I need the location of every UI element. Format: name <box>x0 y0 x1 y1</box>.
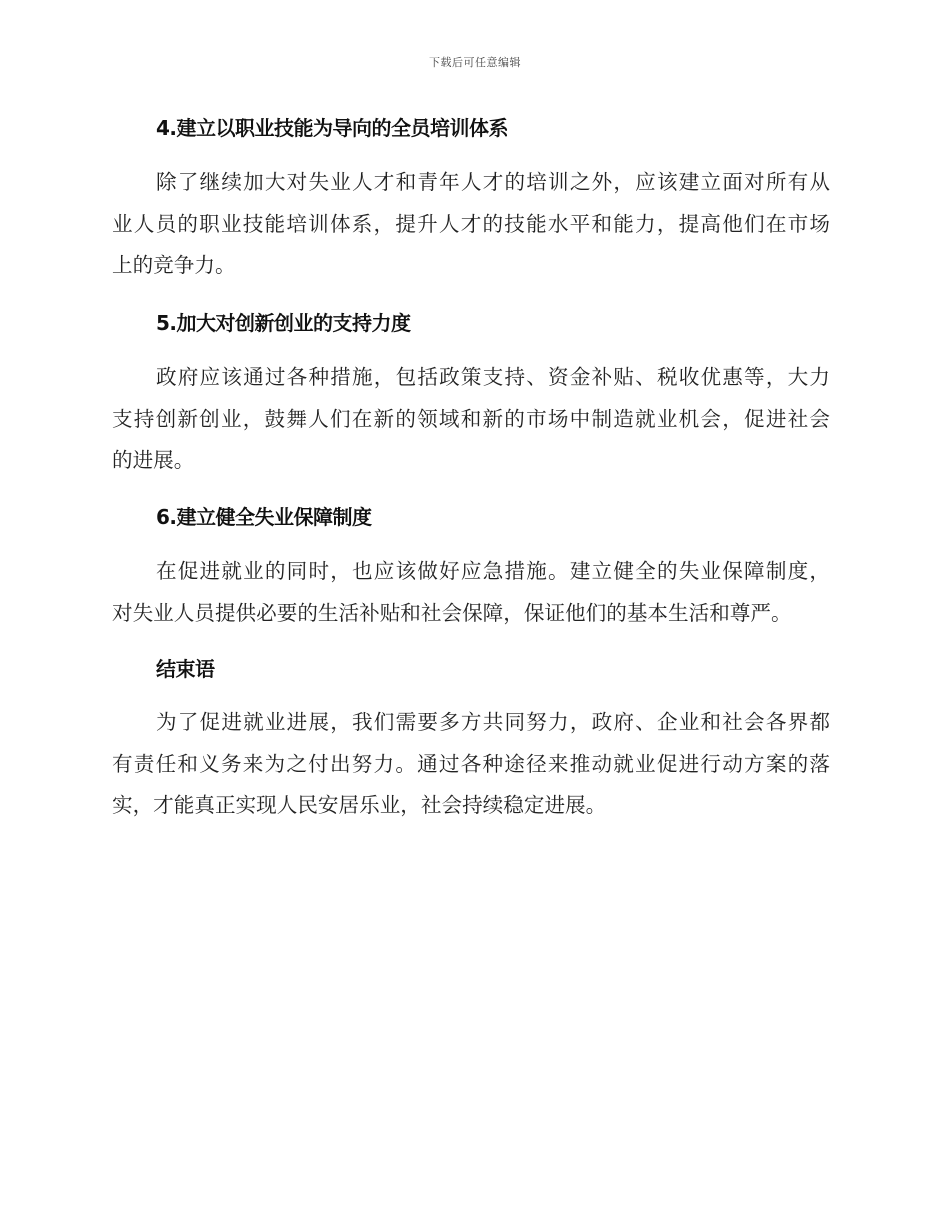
section-heading-6: 6.建立健全失业保障制度 <box>156 505 372 529</box>
paragraph-line: 的进展。 <box>112 448 195 472</box>
conclusion-heading: 结束语 <box>156 657 215 681</box>
paragraph-line: 政府应该通过各种措施，包括政策支持、资金补贴、税收优惠等，大力 <box>156 365 830 389</box>
page-header-note: 下载后可任意编辑 <box>429 56 521 69</box>
paragraph-line: 在促进就业的同时，也应该做好应急措施。建立健全的失业保障制度， <box>156 559 830 583</box>
paragraph-line: 为了促进就业进展，我们需要多方共同努力，政府、企业和社会各界都 <box>156 710 830 734</box>
section-paragraph-5 <box>112 357 830 482</box>
section-heading-5: 5.加大对创新创业的支持力度 <box>156 311 411 335</box>
paragraph-line: 支持创新创业，鼓舞人们在新的领域和新的市场中制造就业机会，促进社会 <box>112 406 830 431</box>
paragraph-line: 上的竞争力。 <box>112 253 236 277</box>
paragraph-line: 业人员的职业技能培训体系，提升人才的技能水平和能力，提高他们在市场 <box>112 211 830 236</box>
section-paragraph-4 <box>112 162 830 287</box>
paragraph-line: 除了继续加大对失业人才和青年人才的培训之外，应该建立面对所有从 <box>156 170 830 194</box>
paragraph-line: 实，才能真正实现人民安居乐业，社会持续稳定进展。 <box>112 793 607 817</box>
conclusion-paragraph <box>112 702 830 827</box>
paragraph-line: 有责任和义务来为之付出努力。通过各种途径来推动就业促进行动方案的落 <box>112 751 830 776</box>
paragraph-line: 对失业人员提供必要的生活补贴和社会保障，保证他们的基本生活和尊严。 <box>112 600 792 625</box>
section-paragraph-6 <box>112 551 830 634</box>
section-heading-4: 4.建立以职业技能为导向的全员培训体系 <box>156 116 509 140</box>
